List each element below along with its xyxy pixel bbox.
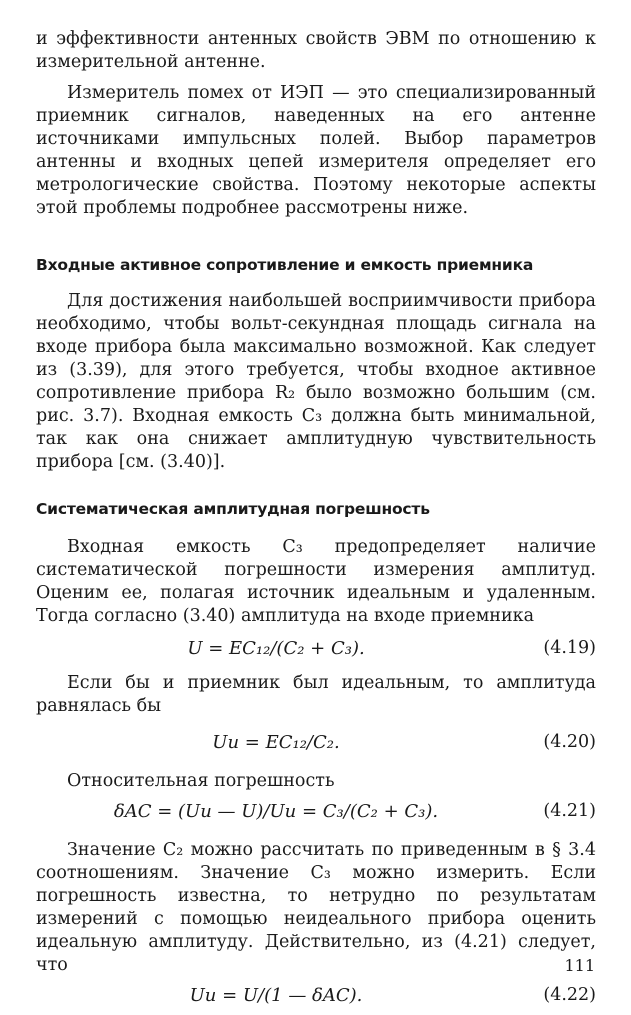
formula-4-19 xyxy=(36,634,596,668)
page-number: 111 xyxy=(564,956,595,975)
paragraph-relative-error: Относительная погрешность xyxy=(67,771,335,791)
formula-4-20 xyxy=(36,728,596,762)
paragraph-input-requirements: Для достижения наибольшей восприимчивости прибора необходимо, чтобы вольт-секундная площадь сигнала на входе прибора была максимально возможной. Как следует из (3.39), для этого требуется, чтобы входное активное сопротивление прибора R₂ было возможно большим (см. рис. 3.7). Входная емкость C₃ должна быть минимальной, так как она снижает амплитудную чувствительность прибора [см. (3.40)]. xyxy=(36,291,596,472)
section-heading-input-resistance: Входные активное сопротивление и емкость приемника xyxy=(36,256,534,274)
formula-expression: U = EC₁₂/(C₂ + C₃). xyxy=(187,638,365,659)
formula-4-22 xyxy=(36,981,596,1015)
paragraph-input-capacitance: Входная емкость C₃ предопределяет наличие систематической погрешности измерения амплитуд. Оценим ее, полагая источник идеальным и удаленным. Тогда согласно (3.40) амплитуда на входе приемника xyxy=(36,537,596,626)
formula-expression: δAC = (Uи — U)/Uи = C₃/(C₂ + C₃). xyxy=(113,801,439,822)
formula-number: (4.21) xyxy=(543,801,596,821)
formula-4-21 xyxy=(36,797,596,831)
formula-expression: Uи = U/(1 — δAC). xyxy=(189,985,363,1006)
paragraph-ideal-receiver: Если бы и приемник был идеальным, то амплитуда равнялась бы xyxy=(36,673,596,716)
formula-number: (4.22) xyxy=(543,985,596,1005)
formula-number: (4.20) xyxy=(543,732,596,752)
formula-expression: Uи = EC₁₂/C₂. xyxy=(212,732,340,753)
page-content xyxy=(36,28,596,1015)
formula-number: (4.19) xyxy=(543,638,596,658)
paragraph-meter-description: Измеритель помех от ИЭП — это специализированный приемник сигналов, наведенных на его антенне источниками импульсных полей. Выбор параметров антенны и входных цепей измерителя определяет его метрологические свойства. Поэтому некоторые аспекты этой проблемы подробнее рассмотрены ниже. xyxy=(36,83,596,218)
paragraph-continuation: и эффективности антенных свойств ЭВМ по отношению к измерительной антенне. xyxy=(36,29,596,72)
section-heading-systematic-error: Систематическая амплитудная погрешность xyxy=(36,500,430,518)
paragraph-c2-value: Значение C₂ можно рассчитать по приведенным в § 3.4 соотношениям. Значение C₃ можно измерить. Если погрешность известна, то нетрудно по результатам измерений с помощью неидеального прибора оценить идеальную амплитуду. Действительно, из (4.21) следует, что xyxy=(36,840,596,975)
